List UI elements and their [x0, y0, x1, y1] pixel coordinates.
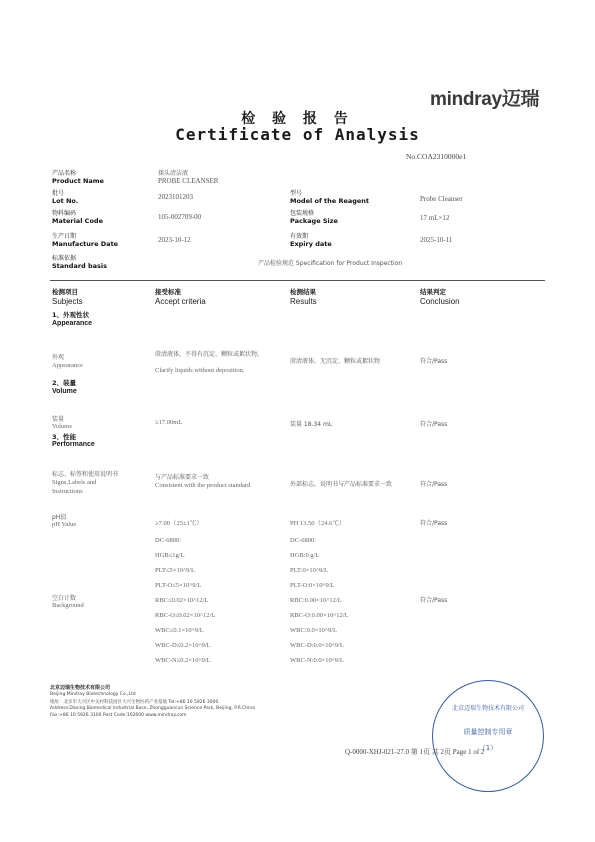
- document-number: No.COA2310000e1: [406, 152, 467, 161]
- labels-subject-en1: Signs,Labels and: [52, 479, 97, 486]
- model-label-en: Model of the Reagent: [290, 197, 370, 205]
- background-criteria-2: PLT≤5×10^9/L: [155, 567, 196, 574]
- title-chinese: 检 验 报 告: [241, 111, 354, 127]
- lot-label-cn: 批号: [52, 190, 65, 197]
- footer-line1: 地址：北京市大兴区中关村科技园区大兴生物医药产业基地 Tel:+86 10 5926 3000: [50, 700, 219, 705]
- footer-company-en: Beijing Mindray Biotechnology Co.,Ltd: [50, 692, 136, 697]
- section-performance-cn: 3、性能: [52, 433, 77, 441]
- lot-label-en: Lot No.: [52, 197, 79, 205]
- material-label-cn: 物料编码: [52, 210, 77, 217]
- background-result-1: HGB:0 g/L: [290, 552, 320, 559]
- background-result-3: PLT-O:0×10^9/L: [290, 582, 335, 589]
- quality-control-stamp: [432, 680, 544, 792]
- section-appearance-cn: 1、外观性状: [52, 311, 90, 319]
- ph-subject-cn: pH值: [52, 514, 67, 521]
- expiry-label-cn: 有效期: [290, 233, 309, 240]
- background-result-6: WBC:0.0×10^9/L: [290, 627, 337, 634]
- model-value: Probe Cleanser: [420, 195, 463, 203]
- subjects-header-en: Subjects: [52, 297, 83, 306]
- background-result-2: PLT:0×10^9/L: [290, 567, 328, 574]
- footer-line2: Address:Daxing Biomedical Industrial Base, Zhongguancun Science Park, Beijing, P.R.China: [50, 706, 255, 711]
- volume-result: 装量 18.34 mL: [290, 421, 333, 428]
- expiry-label-en: Expiry date: [290, 240, 332, 248]
- expiry-value: 2025-10-11: [420, 236, 453, 244]
- mfg-date-value: 2023-10-12: [158, 236, 191, 244]
- appearance-criteria-cn: 澄清液体，不得有沉淀、颗粒或絮状物。: [155, 351, 264, 358]
- background-result-8: WBC-N:0.0×10^9/L: [290, 657, 344, 664]
- conclusion-header-en: Conclusion: [420, 297, 460, 306]
- background-result-5: RBC-O:0.00×10^12/L: [290, 612, 349, 619]
- background-criteria-5: RBC-O≤0.02×10^12/L: [155, 612, 216, 619]
- criteria-header-en: Accept criteria: [155, 297, 206, 306]
- product-name-value-en: PROBE CLEANSER: [158, 177, 219, 185]
- package-label-en: Package Size: [290, 217, 338, 225]
- footer-company-cn: 北京迈瑞生物技术有限公司: [50, 685, 111, 691]
- divider-top: [50, 280, 545, 281]
- labels-result: 外部标志，说明书与产品标准要求一致: [290, 481, 393, 488]
- appearance-result: 澄清液体，无沉淀、颗粒或絮状物: [290, 358, 381, 365]
- volume-conclusion: 符合/Pass: [420, 421, 448, 428]
- appearance-conclusion: 符合/Pass: [420, 358, 448, 365]
- product-name-value-cn: 探头清洁液: [158, 170, 189, 177]
- package-label-cn: 包装规格: [290, 210, 315, 217]
- volume-subject-cn: 装量: [52, 416, 65, 423]
- labels-criteria-cn: 与产品标准要求一致: [155, 474, 210, 481]
- background-criteria-7: WBC-D≤0.2×10^9/L: [155, 642, 211, 649]
- stamp-center-text: 质量控制专用章: [463, 728, 513, 736]
- results-header-en: Results: [290, 297, 317, 306]
- section-appearance-en: Appearance: [52, 320, 93, 327]
- appearance-criteria-en: Clarify liquids without deposition.: [155, 367, 245, 374]
- conclusion-header-cn: 结果判定: [420, 288, 446, 296]
- product-name-label-cn: 产品名称: [52, 170, 77, 177]
- subjects-header-cn: 检测项目: [52, 288, 78, 296]
- background-result-7: WBC-D:0.0×10^9/L: [290, 642, 344, 649]
- mfg-date-label-en: Manufacture Date: [52, 240, 119, 248]
- standard-basis-label-cn: 标准依据: [52, 255, 77, 262]
- background-criteria-6: WBC≤0.1×10^9/L: [155, 627, 204, 634]
- ph-criteria: ≥7.00（25±1℃）: [155, 520, 203, 527]
- standard-basis-value: 产品检验规范 Specification for Product Inspection: [258, 260, 403, 267]
- background-criteria-1: HGB≤1g/L: [155, 552, 185, 559]
- background-result-4: RBC:0.00×10^12/L: [290, 597, 342, 604]
- appearance-subject-cn: 外观: [52, 354, 65, 361]
- background-conclusion: 符合/Pass: [420, 597, 448, 604]
- material-label-en: Material Code: [52, 217, 103, 225]
- footer-line3: Fax:+86 10 5926 3100 Post Code:102600 www.mindray.com: [50, 713, 187, 718]
- ph-subject-en: pH Value: [52, 521, 77, 528]
- labels-subject-en2: Instructions: [52, 488, 83, 495]
- section-volume-en: Volume: [52, 388, 77, 395]
- appearance-subject-en: Appearance: [52, 362, 84, 369]
- lot-value: 2023101203: [158, 193, 193, 201]
- title-english: Certificate of Analysis: [175, 125, 420, 144]
- results-header-cn: 检测结果: [290, 288, 316, 296]
- section-performance-en: Performance: [52, 441, 95, 448]
- background-criteria-4: RBC≤0.02×10^12/L: [155, 597, 209, 604]
- package-value: 17 mL×12: [420, 214, 450, 222]
- background-subject-cn: 空白计数: [52, 595, 77, 602]
- ph-conclusion: 符合/Pass: [420, 520, 448, 527]
- criteria-header-cn: 接受标准: [155, 288, 181, 296]
- background-subject-en: Background: [52, 602, 84, 609]
- labels-subject-cn: 标志、标签和使用说明书: [52, 471, 119, 478]
- page-info: Q-0000-XHJ-021-27.0 第 1页 共 2页 Page 1 of 2: [345, 748, 485, 756]
- background-result-0: DC-6800:: [290, 537, 316, 544]
- volume-subject-en: Volume: [52, 423, 73, 430]
- section-volume-cn: 2、装量: [52, 379, 77, 387]
- ph-result: PH 13.50（24.6℃）: [290, 520, 346, 527]
- volume-criteria: ≥17.00mL: [155, 419, 183, 426]
- product-name-label-en: Product Name: [52, 177, 104, 185]
- stamp-ring-text: 北京迈瑞生物技术有限公司: [451, 705, 524, 712]
- labels-criteria-en: Consistent with the product standard: [155, 482, 251, 489]
- standard-basis-label-en: Standard basis: [52, 262, 107, 270]
- stamp-number: （1）: [478, 744, 498, 752]
- background-criteria-3: PLT-O≤5×10^9/L: [155, 582, 202, 589]
- labels-conclusion: 符合/Pass: [420, 481, 448, 488]
- mfg-date-label-cn: 生产日期: [52, 233, 77, 240]
- background-criteria-0: DC-6800:: [155, 537, 181, 544]
- model-label-cn: 型号: [290, 190, 303, 197]
- background-criteria-8: WBC-N≤0.2×10^9/L: [155, 657, 211, 664]
- mindray-logo: mindray迈瑞: [430, 89, 540, 110]
- material-value: 105-002709-00: [158, 213, 202, 221]
